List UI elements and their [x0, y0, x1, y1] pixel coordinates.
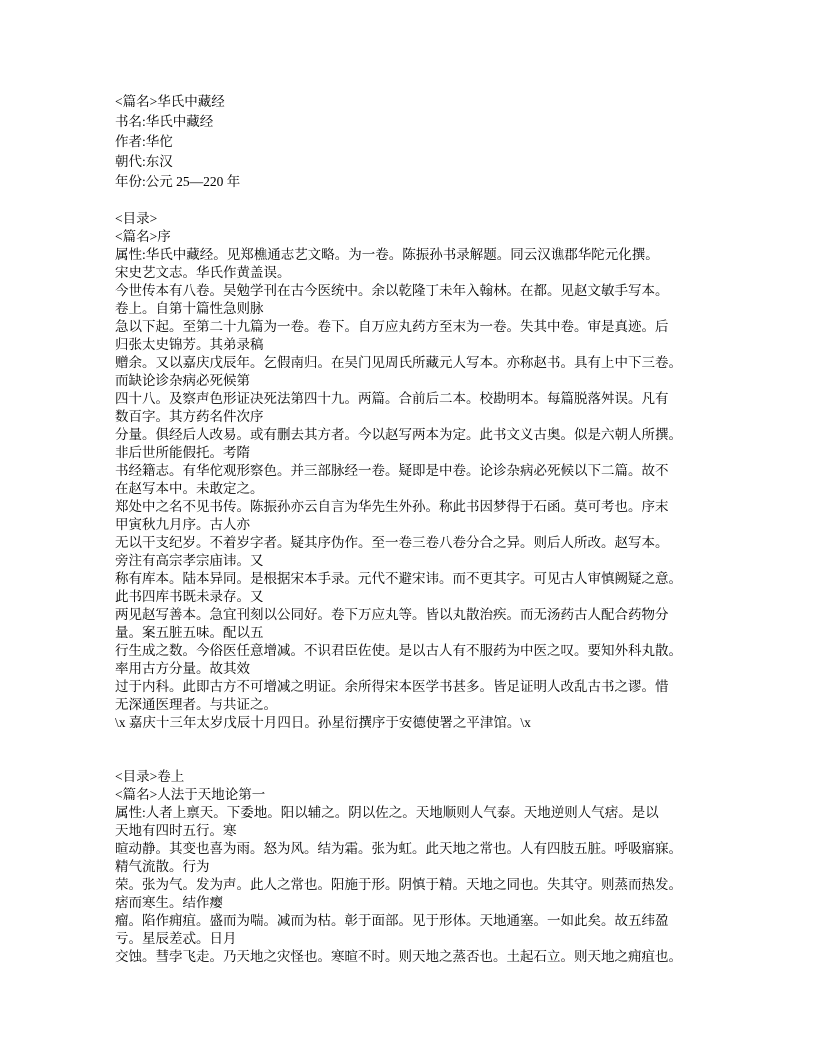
text-line: 过于内科。此即古方不可增减之明证。余所得宋本医学书甚多。皆足证明人改乱古书之谬。惜	[115, 679, 669, 694]
text-line: 此书四库书既未录存。又	[115, 589, 264, 604]
text-line: <篇名>华氏中藏经	[115, 94, 225, 109]
text-line: 朝代:东汉	[115, 154, 173, 169]
text-line: 旁注有高宗孝宗庙讳。又	[115, 553, 264, 568]
text-line: 量。案五脏五味。配以五	[115, 625, 264, 640]
text-line: 归张太史锦芳。其弟录稿	[115, 337, 264, 352]
text-line: 卷上。自第十篇性急则脉	[115, 301, 264, 316]
text-line: 荣。张为气。发为声。此人之常也。阳施于形。阴慎于精。天地之同也。失其守。则蒸而热发。	[115, 877, 682, 892]
text-line: 无以干支纪岁。不着岁字者。疑其序伪作。至一卷三卷八卷分合之异。则后人所改。赵写本。	[115, 535, 669, 550]
document-text	[115, 192, 746, 966]
blank-line	[115, 732, 746, 750]
text-line: 今世传本有八卷。吴勉学刊在古今医统中。余以乾隆丁未年入翰林。在都。见赵文敏手写本。	[115, 283, 669, 298]
text-line: 年份:公元 25—220 年	[115, 174, 241, 189]
blank-line	[115, 750, 746, 768]
text-line: 两见赵写善本。急宜刊刻以公同好。卷下万应丸等。皆以丸散治疾。而无汤药古人配合药物分	[115, 607, 669, 622]
blank-line	[115, 192, 746, 210]
text-line: 在赵写本中。未敢定之。	[115, 481, 264, 496]
text-line: 赠余。又以嘉庆戊辰年。乞假南归。在吴门见周氏所藏元人写本。亦称赵书。具有上中下三卷。	[115, 355, 682, 370]
text-line: 率用古方分量。故其效	[115, 661, 250, 676]
text-line: 宋史艺文志。华氏作黄盖误。	[115, 265, 291, 280]
text-line: 甲寅秋九月序。古人亦	[115, 517, 250, 532]
text-line: 作者:华佗	[115, 134, 173, 149]
text-line: 书经籍志。有华佗观形察色。并三部脉经一卷。疑即是中卷。论诊杂病必死候以下二篇。故不	[115, 463, 669, 478]
text-line: 痞而寒生。结作瘿	[115, 895, 223, 910]
text-line: 书名:华氏中藏经	[115, 114, 214, 129]
text-line: 称有库本。陆本异同。是根据宋本手录。元代不避宋讳。而不更其字。可见古人审慎阙疑之意。	[115, 571, 682, 586]
text-line: <篇名>序	[115, 229, 171, 244]
text-line: 郑处中之名不见书传。陈振孙亦云自言为华先生外孙。称此书因梦得于石函。莫可考也。序末	[115, 499, 669, 514]
text-line: 行生成之数。今俗医任意增减。不识君臣佐使。是以古人有不服药为中医之叹。要知外科丸散。	[115, 643, 682, 658]
text-line: <目录>卷上	[115, 769, 185, 784]
text-line: 瘤。陷作痈疽。盛而为喘。减而为枯。彰于面部。见于形体。天地通塞。一如此矣。故五纬盈	[115, 913, 669, 928]
text-line: 非后世所能假托。考隋	[115, 445, 250, 460]
document-header	[115, 92, 746, 192]
text-line: 精气流散。行为	[115, 859, 210, 874]
text-line: 而缺论诊杂病必死候第	[115, 373, 250, 388]
text-line: \x 嘉庆十三年太岁戊辰十月四日。孙星衍撰序于安德使署之平津馆。\x	[115, 715, 531, 730]
text-line: 急以下起。至第二十九篇为一卷。卷下。自万应丸药方至末为一卷。失其中卷。审是真迹。后	[115, 319, 669, 334]
text-line: 天地有四时五行。寒	[115, 823, 237, 838]
text-line: <目录>	[115, 211, 158, 226]
text-line: 无深通医理者。与共证之。	[115, 697, 277, 712]
text-line: <篇名>人法于天地论第一	[115, 787, 266, 802]
text-line: 分量。俱经后人改易。或有删去其方者。今以赵写两本为定。此书文义古奥。似是六朝人所撰。	[115, 427, 682, 442]
text-line: 属性:人者上禀天。下委地。阳以辅之。阴以佐之。天地顺则人气泰。天地逆则人气痞。是以	[115, 805, 659, 820]
text-line: 四十八。及察声色形证决死法第四十九。两篇。合前后二本。校勘明本。每篇脱落舛误。凡有	[115, 391, 669, 406]
text-line: 暄动静。其变也喜为雨。怒为风。结为霜。张为虹。此天地之常也。人有四肢五脏。呼吸寤寐。	[115, 841, 682, 856]
text-line: 数百字。其方药名件次序	[115, 409, 264, 424]
text-line: 属性:华氏中藏经。见郑樵通志艺文略。为一卷。陈振孙书录解题。同云汉谯郡华陀元化撰。	[115, 247, 659, 262]
text-line: 交蚀。彗孛飞走。乃天地之灾怪也。寒暄不时。则天地之蒸否也。土起石立。则天地之痈疽也。	[115, 949, 682, 964]
text-line: 亏。星辰差忒。日月	[115, 931, 237, 946]
